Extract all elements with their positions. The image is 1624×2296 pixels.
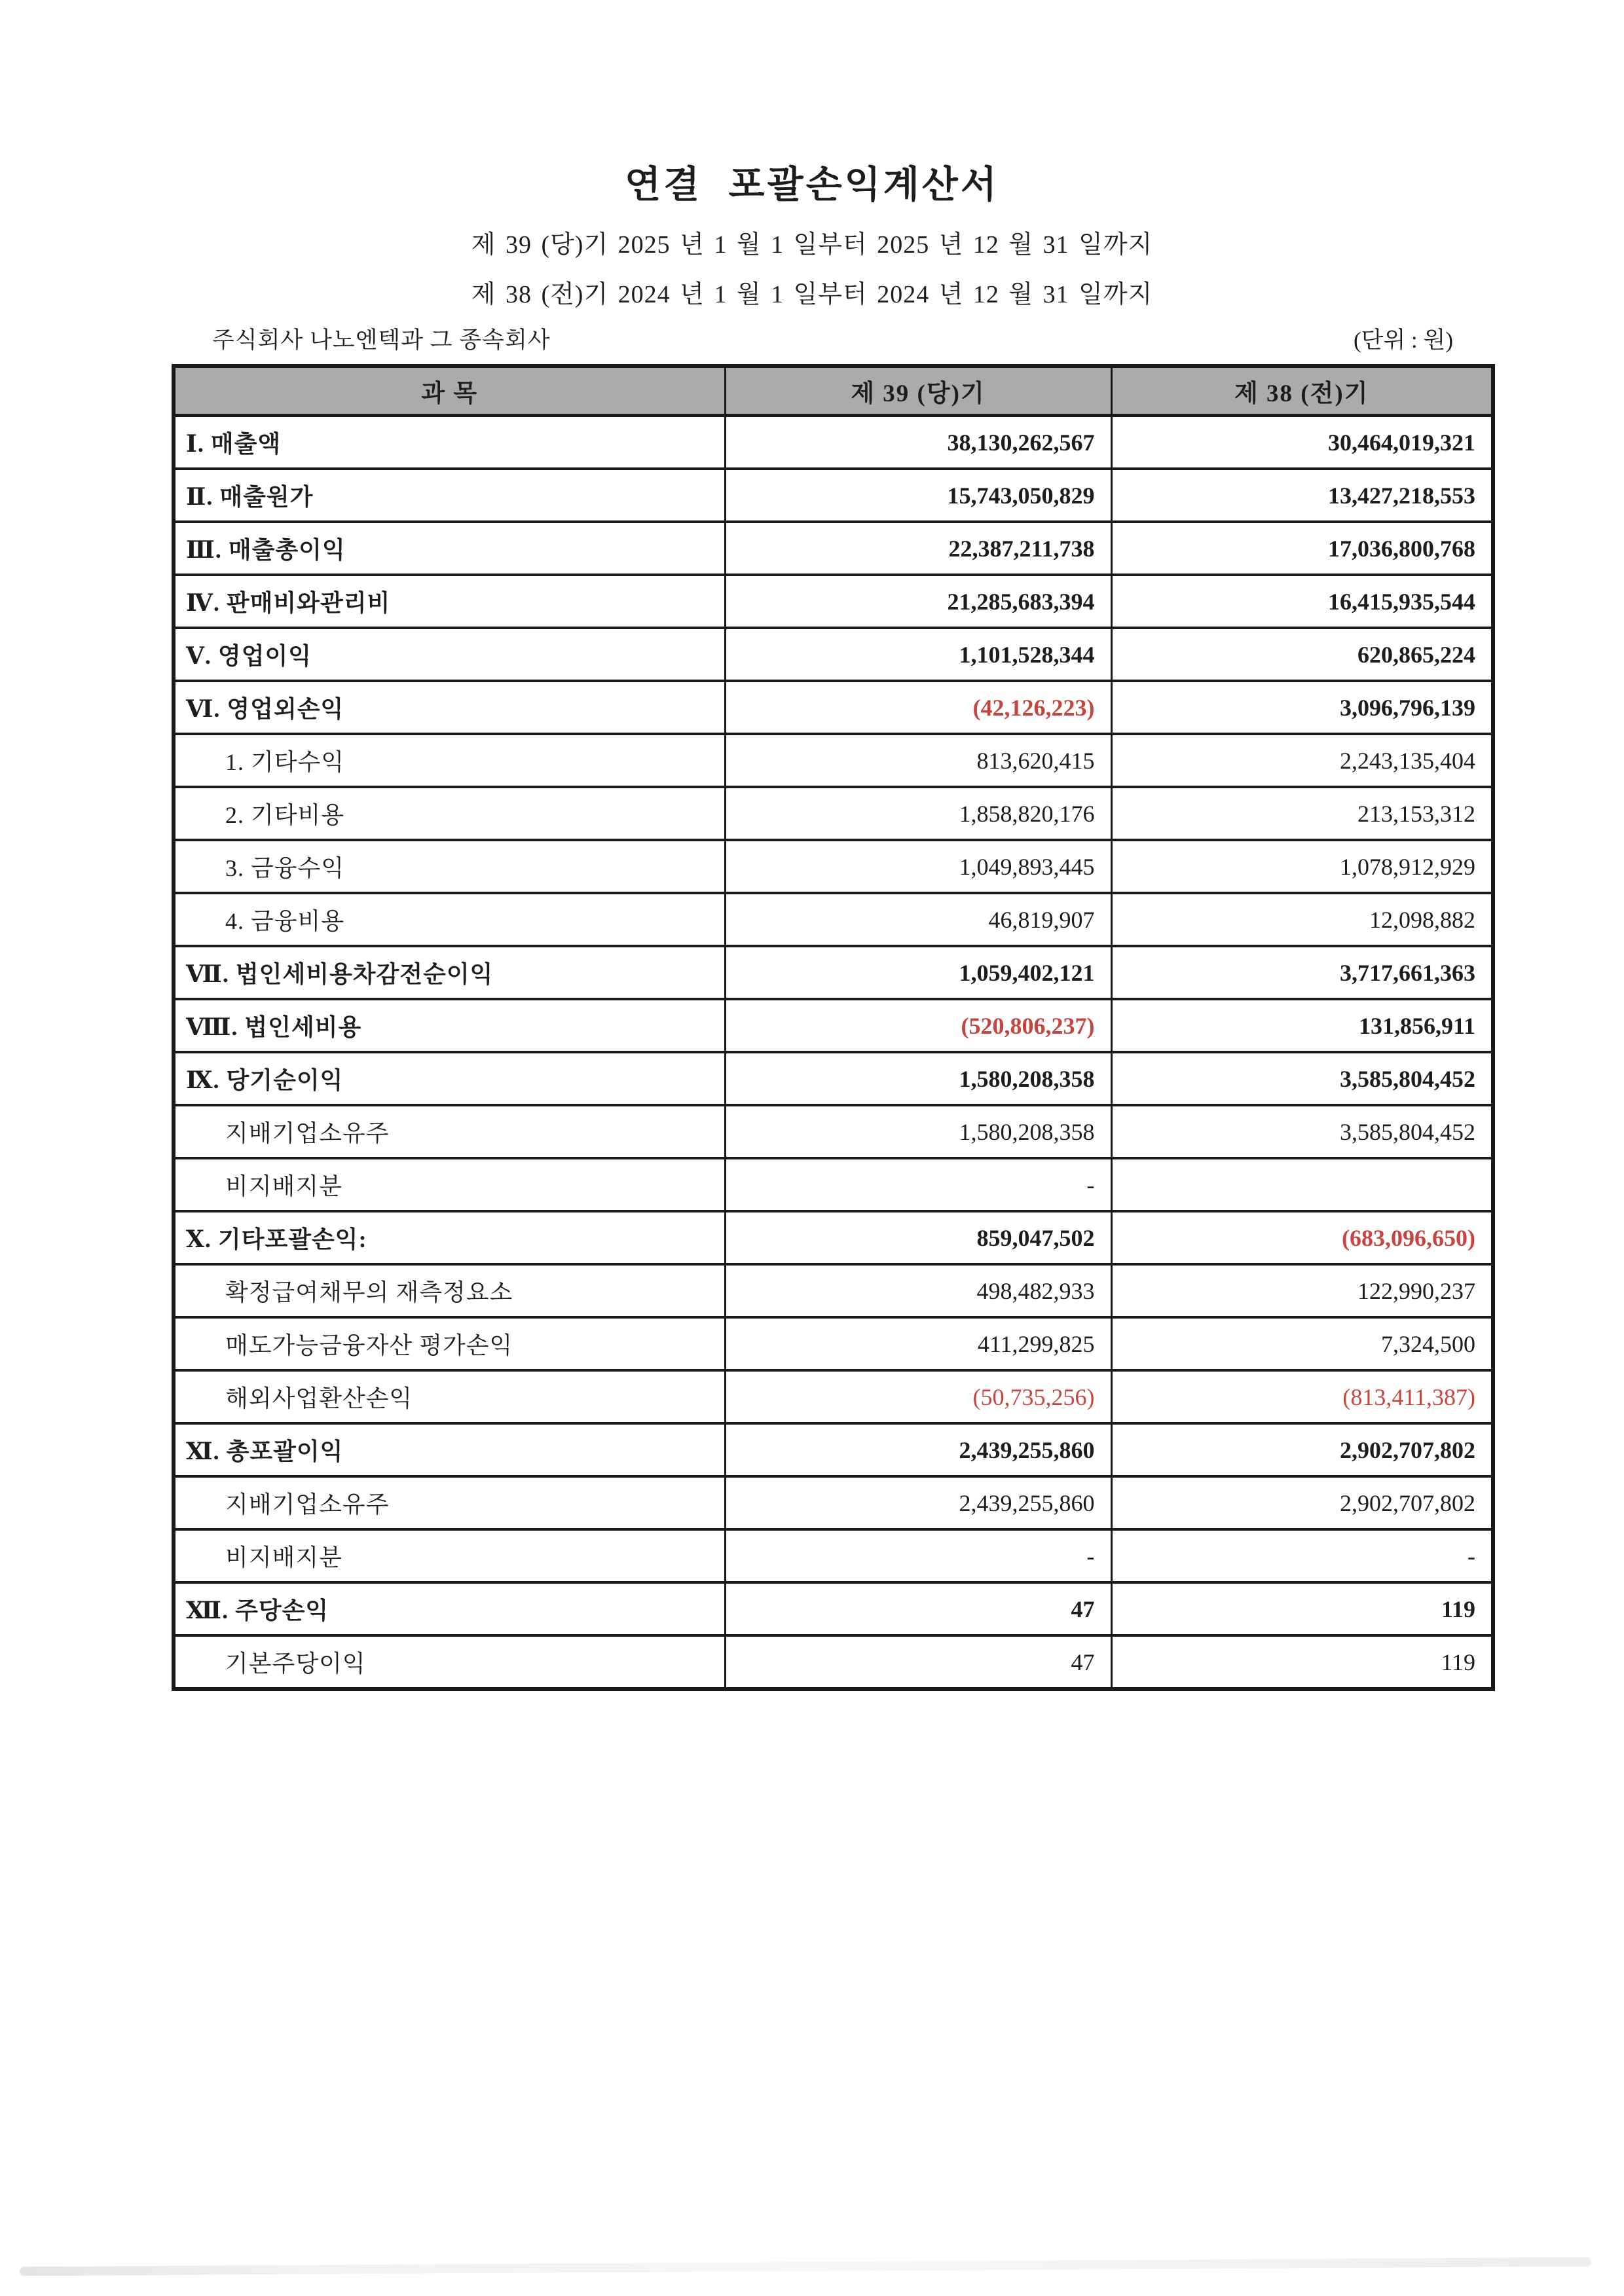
prior-period-value: 3,717,661,363 — [1111, 946, 1493, 999]
current-period-value: 498,482,933 — [725, 1264, 1111, 1317]
row-label: Ⅻ. 주당손익 — [174, 1582, 725, 1635]
row-label: Ⅸ. 당기순이익 — [174, 1052, 725, 1105]
current-period-value: (520,806,237) — [725, 999, 1111, 1052]
row-label: Ⅰ. 매출액 — [174, 416, 725, 469]
prior-period-value: 119 — [1111, 1635, 1493, 1689]
row-label: 확정급여채무의 재측정요소 — [174, 1264, 725, 1317]
current-period-value: 859,047,502 — [725, 1211, 1111, 1264]
column-header-prior-period: 제 38 (전)기 — [1111, 366, 1493, 416]
row-label: 1. 기타수익 — [174, 734, 725, 787]
table-row — [174, 575, 1493, 628]
row-label: Ⅲ. 매출총이익 — [174, 522, 725, 575]
current-period-value: 46,819,907 — [725, 893, 1111, 946]
current-period-value: 1,580,208,358 — [725, 1105, 1111, 1158]
prior-period-value: 122,990,237 — [1111, 1264, 1493, 1317]
current-period-value: 1,580,208,358 — [725, 1052, 1111, 1105]
table-row — [174, 469, 1493, 522]
current-period-value: 15,743,050,829 — [725, 469, 1111, 522]
prior-period-value: 17,036,800,768 — [1111, 522, 1493, 575]
current-period-value: 21,285,683,394 — [725, 575, 1111, 628]
row-label: Ⅳ. 판매비와관리비 — [174, 575, 725, 628]
row-label: 지배기업소유주 — [174, 1105, 725, 1158]
row-label: 해외사업환산손익 — [174, 1370, 725, 1423]
table-row — [174, 628, 1493, 681]
scan-artifact-line — [20, 2257, 1591, 2276]
table-row — [174, 1317, 1493, 1370]
current-period-value: 2,439,255,860 — [725, 1476, 1111, 1529]
prior-period-value: 2,902,707,802 — [1111, 1423, 1493, 1476]
table-row — [174, 522, 1493, 575]
table-row — [174, 946, 1493, 999]
prior-period-value: 7,324,500 — [1111, 1317, 1493, 1370]
prior-period-value: 12,098,882 — [1111, 893, 1493, 946]
prior-period-value: 2,902,707,802 — [1111, 1476, 1493, 1529]
row-label: Ⅶ. 법인세비용차감전순이익 — [174, 946, 725, 999]
current-period-value: 38,130,262,567 — [725, 416, 1111, 469]
row-label: Ⅵ. 영업외손익 — [174, 681, 725, 734]
company-name: 주식회사 나노엔텍과 그 종속회사 — [212, 327, 551, 353]
prior-period-value: 16,415,935,544 — [1111, 575, 1493, 628]
column-header-current-period: 제 39 (당)기 — [725, 366, 1111, 416]
income-statement-table — [172, 364, 1495, 1691]
row-label: 4. 금융비용 — [174, 893, 725, 946]
prior-period-value — [1111, 1158, 1493, 1211]
current-period-value: (50,735,256) — [725, 1370, 1111, 1423]
table-row — [174, 999, 1493, 1052]
current-period-value: 1,101,528,344 — [725, 628, 1111, 681]
table-row — [174, 893, 1493, 946]
row-label: Ⅱ. 매출원가 — [174, 469, 725, 522]
current-period-value: 1,858,820,176 — [725, 787, 1111, 840]
document-title: 연결 포괄손익계산서 — [625, 164, 999, 206]
row-label: Ⅺ. 총포괄이익 — [174, 1423, 725, 1476]
current-period-value: 22,387,211,738 — [725, 522, 1111, 575]
prior-period-value: 2,243,135,404 — [1111, 734, 1493, 787]
current-period-value: 813,620,415 — [725, 734, 1111, 787]
column-header-account: 과 목 — [174, 366, 725, 416]
table-row — [174, 1423, 1493, 1476]
table-row — [174, 1635, 1493, 1689]
row-label: 비지배지분 — [174, 1158, 725, 1211]
table-row — [174, 1370, 1493, 1423]
current-period-value: 2,439,255,860 — [725, 1423, 1111, 1476]
prior-period-value: 3,585,804,452 — [1111, 1052, 1493, 1105]
prior-period-value: 3,096,796,139 — [1111, 681, 1493, 734]
table-row — [174, 1211, 1493, 1264]
prior-period-value: 30,464,019,321 — [1111, 416, 1493, 469]
current-period-value: 47 — [725, 1582, 1111, 1635]
prior-period-value: 3,585,804,452 — [1111, 1105, 1493, 1158]
currency-unit-label: (단위 : 원) — [1354, 327, 1453, 353]
table-row — [174, 1105, 1493, 1158]
prior-period-value: (813,411,387) — [1111, 1370, 1493, 1423]
prior-period-value: 213,153,312 — [1111, 787, 1493, 840]
row-label: Ⅹ. 기타포괄손익: — [174, 1211, 725, 1264]
current-period-value: - — [725, 1529, 1111, 1582]
prior-period-value: 131,856,911 — [1111, 999, 1493, 1052]
row-label: Ⅴ. 영업이익 — [174, 628, 725, 681]
table-row — [174, 1529, 1493, 1582]
current-period-value: 47 — [725, 1635, 1111, 1689]
meta-row — [172, 322, 1491, 355]
table-header-row — [174, 366, 1493, 416]
current-period-value: - — [725, 1158, 1111, 1211]
row-label: 2. 기타비용 — [174, 787, 725, 840]
table-row — [174, 1476, 1493, 1529]
prior-period-value: - — [1111, 1529, 1493, 1582]
table-row — [174, 734, 1493, 787]
row-label: 비지배지분 — [174, 1529, 725, 1582]
current-period-value: 411,299,825 — [725, 1317, 1111, 1370]
prior-period-value: 620,865,224 — [1111, 628, 1493, 681]
table-row — [174, 840, 1493, 893]
row-label: 지배기업소유주 — [174, 1476, 725, 1529]
period-line-current: 제 39 (당)기 2025 년 1 월 1 일부터 2025 년 12 월 31 일까지 — [471, 231, 1153, 259]
current-period-value: 1,059,402,121 — [725, 946, 1111, 999]
row-label: 기본주당이익 — [174, 1635, 725, 1689]
row-label: Ⅷ. 법인세비용 — [174, 999, 725, 1052]
prior-period-value: 13,427,218,553 — [1111, 469, 1493, 522]
table-row — [174, 1582, 1493, 1635]
prior-period-value: 119 — [1111, 1582, 1493, 1635]
row-label: 3. 금융수익 — [174, 840, 725, 893]
table-row — [174, 787, 1493, 840]
table-row — [174, 1264, 1493, 1317]
table-row — [174, 681, 1493, 734]
current-period-value: (42,126,223) — [725, 681, 1111, 734]
prior-period-value: (683,096,650) — [1111, 1211, 1493, 1264]
table-row — [174, 1158, 1493, 1211]
row-label: 매도가능금융자산 평가손익 — [174, 1317, 725, 1370]
prior-period-value: 1,078,912,929 — [1111, 840, 1493, 893]
table-row — [174, 1052, 1493, 1105]
table-row — [174, 416, 1493, 469]
period-line-prior: 제 38 (전)기 2024 년 1 월 1 일부터 2024 년 12 월 31 일까지 — [471, 281, 1153, 308]
current-period-value: 1,049,893,445 — [725, 840, 1111, 893]
